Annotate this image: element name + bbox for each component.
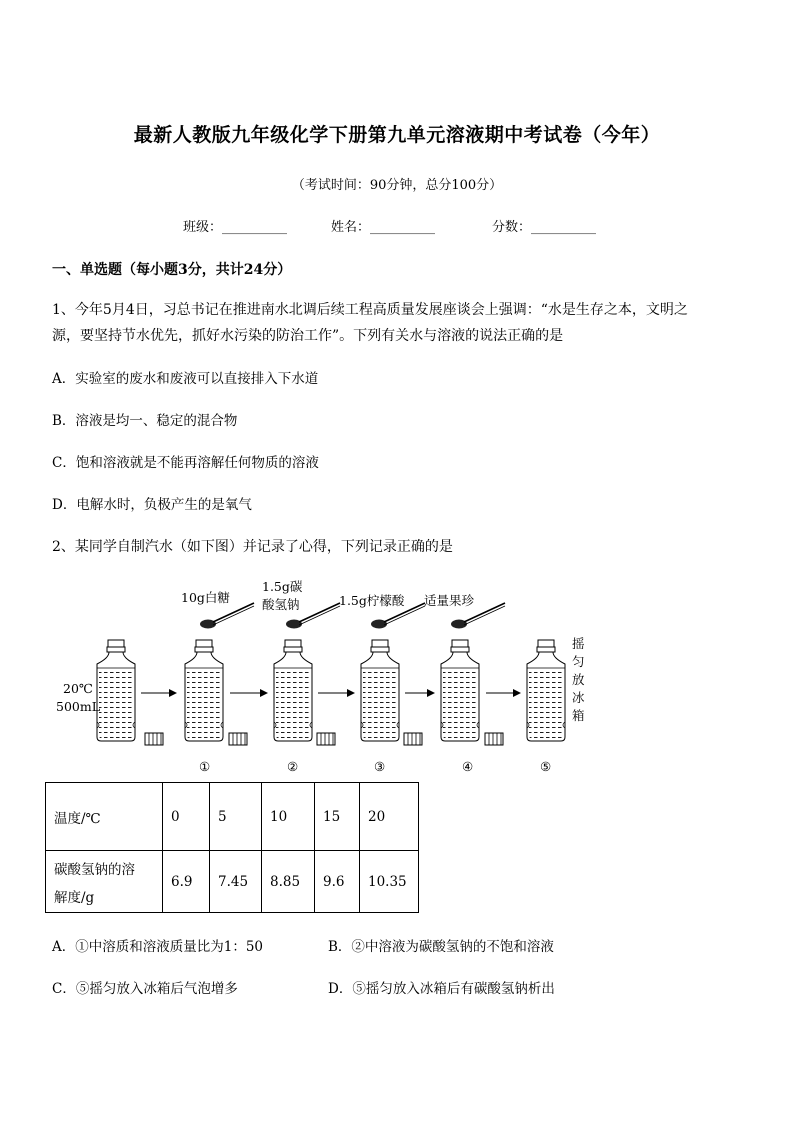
start-volume-label: 500mL [56,699,101,714]
add3-label: 1.5g柠檬酸 [339,593,405,608]
q1-stem-line2: 源，要坚持节水优先，抓好水污染的防治工作”。下列有关水与溶液的说法正确的是 [52,328,564,344]
page-title: 最新人教版九年级化学下册第九单元溶液期中考试卷（今年） [133,124,661,146]
table-cell: 9.6 [315,851,360,913]
q1-stem-line1: 1、今年5月4日，习总书记在推进南水北调后续工程高质量发展座谈会上强调：“水是生存之本，文明之 [52,302,688,318]
name-field[interactable]: 姓名：__________ [331,220,436,235]
q2-option-b[interactable]: B．②中溶液为碳酸氢钠的不饱和溶液 [328,939,554,955]
table-cell: 20 [360,783,419,851]
cap-start [145,733,163,745]
section-title: 一、单选题（每小题3分，共计24分） [52,262,292,278]
spoon-1 [200,603,254,629]
q1-option-c[interactable]: C．饱和溶液就是不能再溶解任何物质的溶液 [52,455,319,471]
final-note-char: 放 [572,672,585,687]
table-header-line: 解度/g [54,889,95,906]
final-note-char: 摇 [572,636,585,651]
add1-label: 10g白糖 [181,590,230,605]
table-cell: 6.9 [163,851,210,913]
table-cell: 0 [163,783,210,851]
table-cell: 8.85 [262,851,315,913]
cap-2 [317,733,335,745]
step-label-2: ② [287,759,299,774]
bottle-start [97,640,135,741]
table-cell: 10.35 [360,851,419,913]
table-row [46,851,419,913]
start-temp-label: 20℃ [63,681,93,696]
add2-label-line1: 1.5g碳 [262,579,303,594]
table-cell: 10 [262,783,315,851]
q2-option-d[interactable]: D．⑤摇匀放入冰箱后有碳酸氢钠析出 [328,981,555,997]
final-note-char: 冰 [572,690,585,705]
q2-option-a[interactable]: A．①中溶质和溶液质量比为1：50 [52,939,264,955]
final-note-char: 匀 [572,654,585,669]
final-note-char: 箱 [572,708,585,723]
table-row [46,783,419,851]
cap-3 [404,733,422,745]
q1-option-d[interactable]: D．电解水时，负极产生的是氧气 [52,497,252,513]
solubility-table [45,782,419,913]
class-field[interactable]: 班级：__________ [183,220,288,235]
q2-option-c[interactable]: C．⑤摇匀放入冰箱后气泡增多 [52,981,238,997]
bottle-3 [361,640,399,741]
add2-label-line2: 酸氢钠 [262,597,300,612]
table-header-cell: 温度/℃ [46,783,163,851]
score-field[interactable]: 分数：__________ [492,220,597,235]
table-header-line: 碳酸氢钠的溶 [54,861,135,878]
step-label-3: ③ [374,759,386,774]
bottle-1 [185,640,223,741]
step-label-5: ⑤ [540,759,552,774]
bottle-5 [527,640,565,741]
step-label-1: ① [199,759,211,774]
q2-stem: 2、某同学自制汽水（如下图）并记录了心得，下列记录正确的是 [52,539,453,555]
exam-subtitle: （考试时间：90分钟，总分100分） [291,178,503,193]
table-cell: 5 [210,783,262,851]
step-label-4: ④ [462,759,474,774]
table-cell: 15 [315,783,360,851]
cap-4 [485,733,503,745]
q1-option-b[interactable]: B．溶液是均一、稳定的混合物 [52,413,238,429]
table-cell: 7.45 [210,851,262,913]
add4-label: 适量果珍 [424,593,475,608]
q1-option-a[interactable]: A．实验室的废水和废液可以直接排入下水道 [52,371,319,387]
bottle-2 [274,640,312,741]
bottle-4 [441,640,479,741]
table-header-cell [46,851,163,913]
cap-1 [229,733,247,745]
